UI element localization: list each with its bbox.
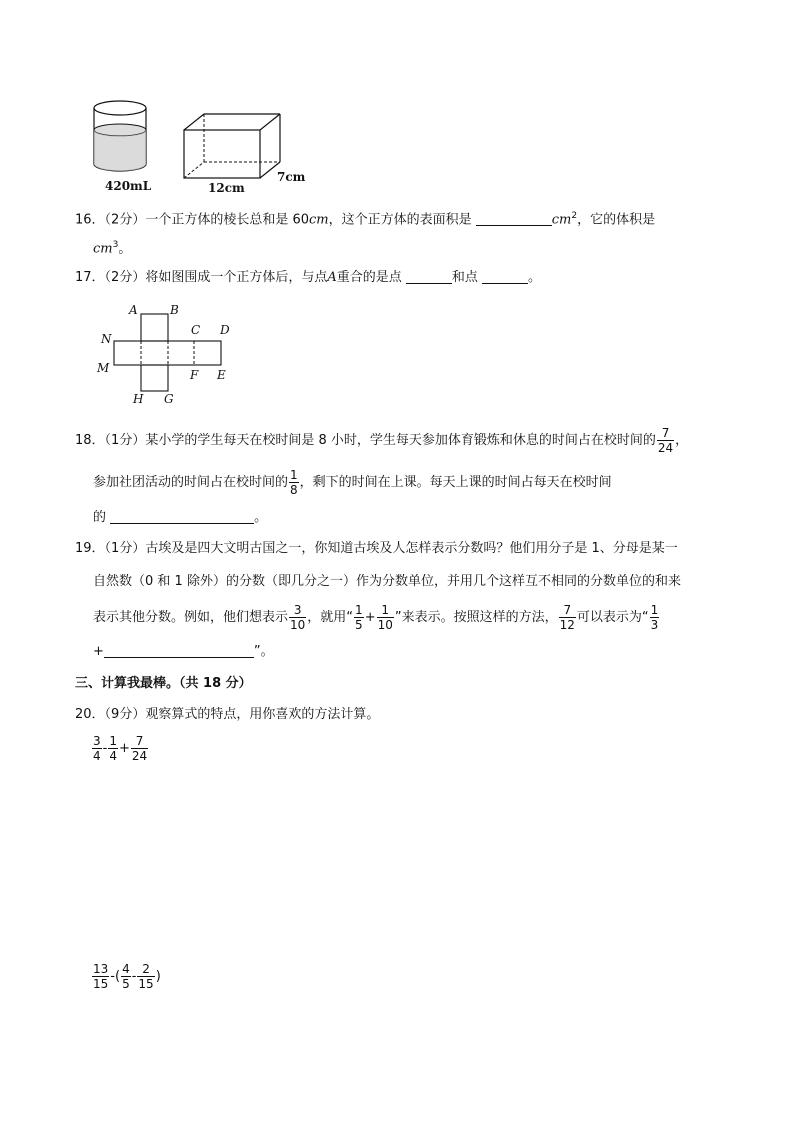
q16-unit-cm2: cm bbox=[551, 212, 572, 228]
q20-score: （9分） bbox=[104, 707, 146, 722]
q19-line2 bbox=[93, 573, 681, 591]
expr2-frac-a bbox=[92, 962, 109, 991]
frac-numerator: 7 bbox=[559, 603, 576, 618]
cuboid-length-label: 12cm bbox=[208, 181, 245, 195]
q18-line1-text: 某小学的学生每天在校时间是 8 小时，学生每天参加体育锻炼和休息的时间占在校时间的 bbox=[145, 433, 656, 448]
frac-denominator: 3 bbox=[650, 618, 659, 632]
q19-line3c: ”来表示。按照这样的方法， bbox=[394, 610, 558, 625]
q19-plus: + bbox=[364, 610, 376, 625]
q19-line4 bbox=[93, 643, 274, 661]
q19-answer-blank[interactable] bbox=[104, 643, 254, 658]
frac-denominator: 12 bbox=[559, 618, 575, 632]
expr1-op1: - bbox=[102, 741, 108, 756]
q19-score: （1分） bbox=[104, 541, 146, 556]
q20-number: 20． bbox=[75, 707, 105, 722]
q16-line2 bbox=[93, 236, 131, 258]
q17-text-a: 将如图围成一个正方体后，与点 bbox=[145, 270, 328, 285]
q18-line3-text: 的 bbox=[93, 510, 107, 525]
q19-frac-1-10 bbox=[377, 603, 394, 632]
q19-line4-end: ”。 bbox=[253, 644, 274, 659]
q18-end: 。 bbox=[254, 510, 268, 525]
q16-text-c: ，它的体积是 bbox=[577, 212, 656, 228]
expr1-frac-c bbox=[131, 734, 148, 763]
frac-denominator: 4 bbox=[93, 749, 101, 763]
frac-denominator: 10 bbox=[290, 618, 306, 632]
q18-frac-1-8 bbox=[289, 468, 299, 497]
q17-point-a: A bbox=[327, 270, 337, 285]
frac-numerator: 1 bbox=[109, 734, 117, 748]
frac-numerator: 4 bbox=[122, 962, 130, 976]
frac-numerator: 1 bbox=[290, 468, 298, 482]
expr1-frac-a bbox=[92, 734, 102, 763]
q16-line1 bbox=[75, 207, 655, 229]
q19-frac-1-5 bbox=[354, 603, 364, 632]
net-label-f: F bbox=[190, 368, 199, 382]
expr2-rparen: ) bbox=[155, 969, 161, 984]
frac-numerator: 2 bbox=[137, 962, 154, 977]
expr2-op1: - bbox=[110, 969, 115, 984]
q18-number: 18． bbox=[75, 433, 105, 448]
expr1-frac-b bbox=[108, 734, 118, 763]
net-label-e: E bbox=[217, 368, 226, 382]
q16-score: （2分） bbox=[104, 212, 146, 228]
expr2-frac-b bbox=[121, 962, 131, 991]
frac-denominator: 24 bbox=[131, 749, 148, 763]
expr2-frac-c bbox=[137, 962, 154, 991]
frac-numerator: 7 bbox=[657, 426, 674, 441]
q19-line4-start: + bbox=[93, 644, 104, 659]
q16-unit-cm3: cm bbox=[93, 241, 113, 257]
q18-line2a: 参加社团活动的时间占在校时间的 bbox=[93, 475, 289, 490]
frac-numerator: 3 bbox=[93, 734, 101, 748]
q19-line3a: 表示其他分数。例如，他们想表示 bbox=[93, 610, 289, 625]
q17-number: 17． bbox=[75, 270, 105, 285]
q19-line1 bbox=[75, 540, 678, 558]
frac-denominator: 5 bbox=[122, 977, 130, 991]
frac-denominator: 8 bbox=[290, 483, 298, 497]
q19-line3 bbox=[93, 603, 660, 632]
q18-frac-7-24 bbox=[657, 426, 674, 455]
q18-comma: ， bbox=[675, 433, 689, 448]
q19-frac-7-12 bbox=[559, 603, 576, 632]
net-label-b: B bbox=[170, 303, 179, 317]
q16-sup3: 3 bbox=[112, 240, 119, 250]
q20-expression-1 bbox=[91, 734, 149, 763]
frac-denominator: 15 bbox=[138, 977, 154, 991]
frac-numerator: 3 bbox=[289, 603, 306, 618]
q20-line bbox=[75, 706, 379, 724]
net-label-a: A bbox=[129, 303, 138, 317]
figure-cup bbox=[88, 98, 160, 178]
q16-number: 16． bbox=[75, 212, 105, 228]
expr2-op2: - bbox=[131, 969, 137, 984]
q18-line3 bbox=[93, 509, 267, 527]
q16-text-b: ，这个正方体的表面积是 bbox=[328, 212, 472, 228]
figure-cuboid bbox=[180, 110, 284, 182]
q17-score: （2分） bbox=[104, 270, 146, 285]
frac-numerator: 7 bbox=[131, 734, 148, 749]
q18-line2b: ，剩下的时间在上课。每天上课的时间占每天在校时间 bbox=[299, 475, 612, 490]
q17-text-b: 重合的是点 bbox=[336, 270, 402, 285]
frac-denominator: 5 bbox=[355, 618, 363, 632]
q18-answer-blank[interactable] bbox=[110, 509, 254, 524]
frac-numerator: 1 bbox=[650, 603, 659, 617]
frac-numerator: 1 bbox=[377, 603, 394, 618]
net-label-n: N bbox=[101, 332, 112, 346]
q19-number: 19． bbox=[75, 541, 105, 556]
q18-line1 bbox=[75, 426, 688, 455]
q17-end: 。 bbox=[528, 270, 542, 285]
q19-frac-3-10 bbox=[289, 603, 306, 632]
q20-expression-2 bbox=[91, 962, 161, 991]
q16-sup2: 2 bbox=[571, 211, 578, 221]
q16-text-a: 一个正方体的棱长总和是 60 bbox=[145, 212, 310, 228]
frac-numerator: 1 bbox=[355, 603, 363, 617]
q19-line1-text: 古埃及是四大文明古国之一，你知道古埃及人怎样表示分数吗？他们用分子是 1、分母是某一 bbox=[145, 541, 678, 556]
net-label-d: D bbox=[220, 323, 230, 337]
q18-line2 bbox=[93, 468, 612, 497]
frac-denominator: 24 bbox=[657, 441, 674, 455]
expr1-op2: + bbox=[118, 741, 130, 756]
q16-unit-cm: cm bbox=[309, 212, 329, 228]
frac-denominator: 15 bbox=[93, 977, 109, 991]
frac-denominator: 10 bbox=[377, 618, 393, 632]
q20-text: 观察算式的特点，用你喜欢的方法计算。 bbox=[145, 707, 380, 722]
section-3-title: 三、计算我最棒。（共 18 分） bbox=[75, 676, 252, 691]
net-label-m: M bbox=[97, 361, 110, 375]
q17-line bbox=[75, 269, 541, 287]
q16-area-blank[interactable] bbox=[476, 211, 552, 226]
q19-frac-1-3 bbox=[650, 603, 660, 632]
cup-volume-label: 420mL bbox=[105, 179, 152, 193]
expr2-lparen: ( bbox=[114, 969, 121, 984]
q19-line3b: ，就用“ bbox=[307, 610, 354, 625]
net-label-g: G bbox=[164, 392, 174, 406]
q16-end: 。 bbox=[118, 241, 132, 257]
cuboid-height-label: 7cm bbox=[277, 170, 306, 184]
q17-blank-2[interactable] bbox=[482, 269, 528, 284]
q19-line2-text: 自然数（0 和 1 除外）的分数（即几分之一）作为分数单位，并用几个这样互不相同的分数单位的和来 bbox=[93, 574, 681, 589]
figure-cube-net bbox=[112, 312, 224, 394]
net-label-h: H bbox=[133, 392, 144, 406]
frac-denominator: 4 bbox=[109, 749, 117, 763]
q19-line3d: 可以表示为“ bbox=[576, 610, 649, 625]
q17-text-c: 和点 bbox=[451, 270, 478, 285]
q18-score: （1分） bbox=[104, 433, 146, 448]
q17-blank-1[interactable] bbox=[406, 269, 452, 284]
frac-numerator: 13 bbox=[93, 962, 109, 976]
net-label-c: C bbox=[191, 323, 201, 337]
